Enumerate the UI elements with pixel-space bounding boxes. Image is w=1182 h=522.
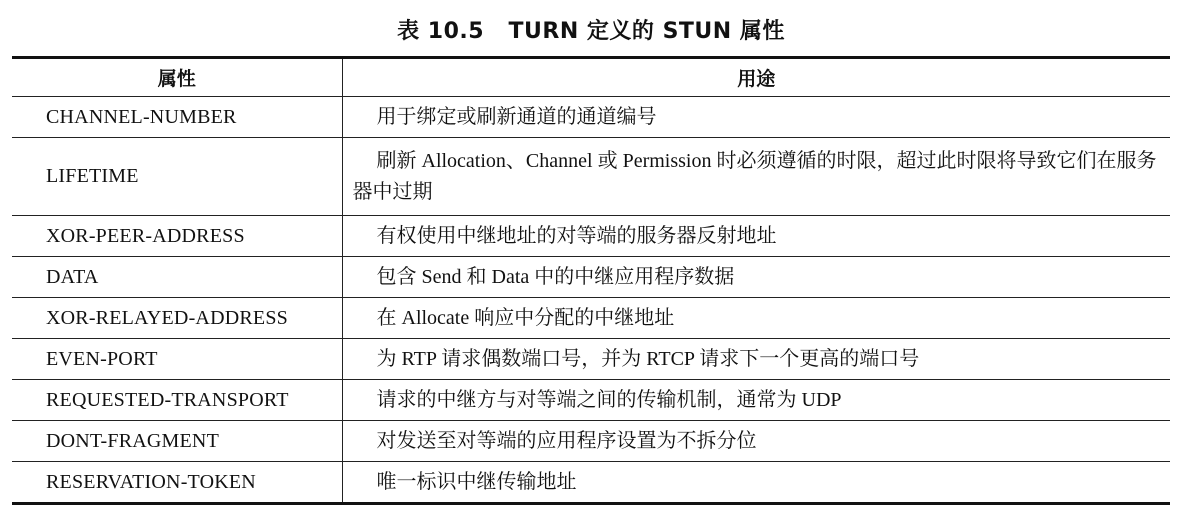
table-row — [12, 97, 1170, 138]
attribute-purpose: 刷新 Allocation、Channel 或 Permission 时必须遵循的时限，超过此时限将导致它们在服务器中过期 — [342, 138, 1170, 216]
attribute-name: CHANNEL-NUMBER — [12, 97, 342, 138]
attribute-purpose: 在 Allocate 响应中分配的中继地址 — [342, 298, 1170, 339]
table-row — [12, 257, 1170, 298]
table-row — [12, 298, 1170, 339]
attribute-purpose: 唯一标识中继传输地址 — [342, 462, 1170, 504]
attribute-name: REQUESTED-TRANSPORT — [12, 380, 342, 421]
attribute-purpose: 用于绑定或刷新通道的通道编号 — [376, 105, 657, 128]
attribute-purpose: 有权使用中继地址的对等端的服务器反射地址 — [342, 216, 1170, 257]
table-row — [12, 380, 1170, 421]
attribute-purpose: 包含 Send 和 Data 中的中继应用程序数据 — [342, 257, 1170, 298]
attribute-name: DONT-FRAGMENT — [12, 421, 342, 462]
attribute-purpose: 为 RTP 请求偶数端口号，并为 RTCP 请求下一个更高的端口号 — [342, 339, 1170, 380]
table-row — [12, 138, 1170, 216]
stun-attributes-table — [12, 56, 1170, 505]
header-row — [12, 58, 1170, 97]
header-attribute: 属性 — [12, 58, 342, 97]
attribute-name: XOR-PEER-ADDRESS — [12, 216, 342, 257]
table-caption: 表 10.5 TURN 定义的 STUN 属性 — [397, 19, 785, 44]
table-row — [12, 421, 1170, 462]
header-purpose: 用途 — [342, 58, 1170, 97]
attribute-name: RESERVATION-TOKEN — [12, 462, 342, 504]
attribute-name: EVEN-PORT — [12, 339, 342, 380]
attribute-purpose: 请求的中继方与对等端之间的传输机制，通常为 UDP — [342, 380, 1170, 421]
attribute-name: LIFETIME — [12, 138, 342, 216]
table-row — [12, 339, 1170, 380]
attribute-name: DATA — [12, 257, 342, 298]
table-row — [12, 462, 1170, 504]
table-row — [12, 216, 1170, 257]
table-header — [12, 58, 1170, 97]
attribute-name: XOR-RELAYED-ADDRESS — [12, 298, 342, 339]
table-body — [12, 97, 1170, 504]
attribute-purpose: 对发送至对等端的应用程序设置为不拆分位 — [342, 421, 1170, 462]
